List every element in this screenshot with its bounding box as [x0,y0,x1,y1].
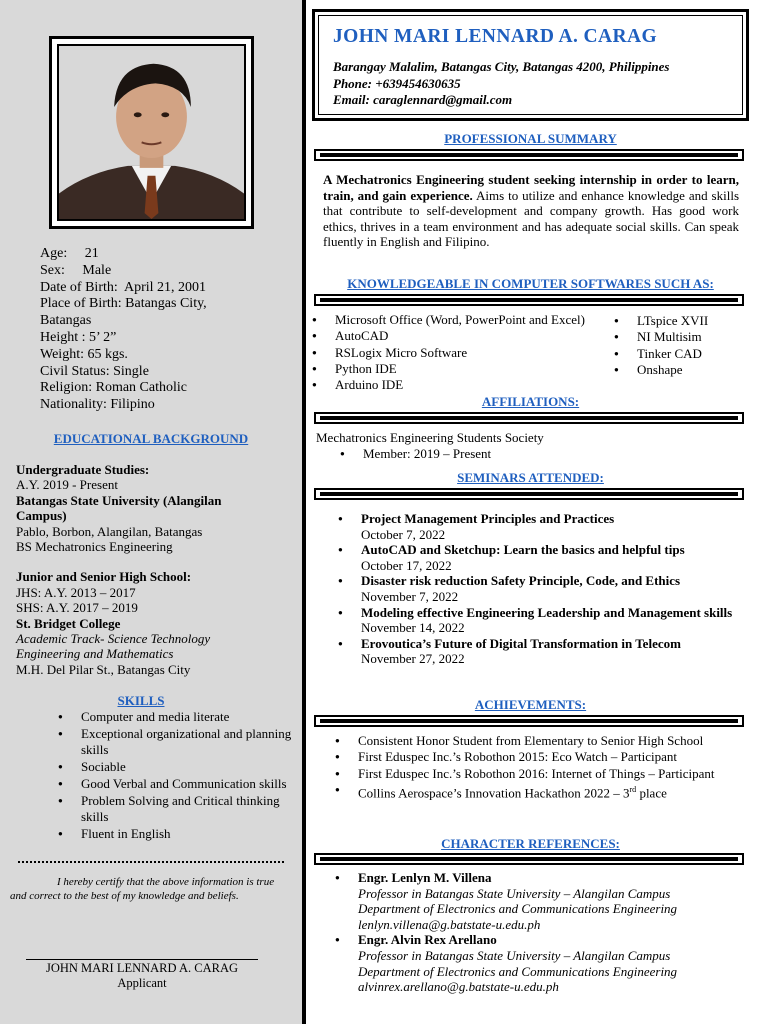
ug-year: A.Y. 2019 - Present [16,477,118,493]
ug-school-cont: Campus) [16,508,67,524]
seminars-heading: SEMINARS ATTENDED: [457,470,604,485]
achievements-heading: ACHIEVEMENTS: [474,697,587,712]
section-divider [314,488,744,500]
software-item: ● RSLogix Micro Software [312,345,585,361]
software-item: ● Microsoft Office (Word, PowerPoint and Excel) [312,312,585,328]
software-list-2 [614,313,708,378]
left-sidebar [0,0,302,1024]
sex-field: Sex: Male [40,262,112,278]
section-divider [314,412,744,424]
software-item: ● Python IDE [312,361,585,377]
summary-bold: A Mechatronics Engineering student seeking internship in order to learn, train, and gain experience. [323,172,739,203]
signature-line [26,959,258,960]
profile-photo-frame [49,36,254,229]
skill-item: ● Good Verbal and Communication skills [58,776,293,792]
hs-track: Academic Track- Science Technology [16,631,211,647]
software-item: ● LTspice XVII [614,313,708,329]
hs-label: Junior and Senior High School: [16,569,192,585]
signatory-name: JOHN MARI LENNARD A. CARAG [45,961,239,975]
phone: Phone: +639454630635 [333,75,461,91]
software-list-1 [312,312,585,393]
affiliation-membership: ● Member: 2019 – Present [340,446,491,462]
seminar-item: ● Project Management Principles and Practices October 7, 2022 [338,511,748,542]
section-divider [314,149,744,161]
hs-address: M.H. Del Pilar St., Batangas City [16,661,191,677]
age-field: Age: 21 [40,246,99,261]
achievement-item: ● Consistent Honor Student from Elementary to Senior High School [335,733,735,749]
jhs-years: JHS: A.Y. 2013 – 2017 [16,584,136,600]
seminar-item: ● Modeling effective Engineering Leadership and Management skills November 14, 2022 [338,605,748,636]
ug-school: Batangas State University (Alangilan [16,492,222,508]
signatory-role: Applicant [117,976,167,990]
pob-field-cont: Batangas [40,313,92,329]
skill-item: ● Fluent in English [58,826,293,842]
skill-item: ● Sociable [58,759,293,775]
seminar-item: ● Erovoutica’s Future of Digital Transformation in Telecom November 27, 2022 [338,636,748,667]
summary-heading: PROFESSIONAL SUMMARY [444,131,617,146]
hs-track-cont: Engineering and Mathematics [16,646,174,662]
contact-info [333,59,742,109]
software-heading: KNOWLEDGEABLE IN COMPUTER SOFTWARES SUCH AS: [347,276,714,291]
pob-field: Place of Birth: Batangas City, [40,296,207,312]
reference-item: ● Engr. Lenlyn M. Villena Professor in Batangas State University – Alangilan Campus Department of Electronics and Communications Engineering lenlyn.villena@g.batstate-u.edu.ph [335,870,745,932]
section-divider [314,853,744,865]
ug-course: BS Mechatronics Engineering [16,539,173,555]
ug-address: Pablo, Borbon, Alangilan, Batangas [16,523,203,539]
section-divider [314,715,744,727]
height-field: Height : 5’ 2” [40,329,117,345]
seminar-item: ● Disaster risk reduction Safety Principle, Code, and Ethics November 7, 2022 [338,573,748,604]
seminars-list [338,511,748,667]
software-item: ● AutoCAD [312,328,585,344]
certification-statement: I hereby certify that the above information is true and correct to the best of my knowledge and beliefs. [10,876,275,902]
profile-photo [57,44,246,221]
reference-item: ● Engr. Alvin Rex Arellano Professor in Batangas State University – Alangilan Campus Department of Electronics and Communications Engineering alvinrex.arellano@g.batstate-u.edu.ph [335,932,745,994]
profile-photo-illustration [59,46,244,219]
section-divider [314,294,744,306]
achievement-item: ● First Eduspec Inc.’s Robothon 2016: Internet of Things – Participant [335,766,735,782]
achievement-item: ● Collins Aerospace’s Innovation Hackathon 2022 – 3rd place [335,782,735,801]
achievement-item: ● First Eduspec Inc.’s Robothon 2015: Eco Watch – Participant [335,749,735,765]
education-heading: EDUCATIONAL BACKGROUND [53,431,249,446]
software-item: ● Tinker CAD [614,346,708,362]
summary-rest: Aims to utilize and enhance knowledge and skills that contribute to self-development and company growth. Has good work ethics, thrives in a team environment and has adequate social skills. Can speak fluently in English and Filipino. [323,187,740,250]
applicant-name: JOHN MARI LENNARD A. CARAG [333,26,658,47]
seminar-item: ● AutoCAD and Sketchup: Learn the basics and helpful tips October 17, 2022 [338,542,748,573]
dob-field: Date of Birth: April 21, 2001 [40,279,207,295]
affiliations-heading: AFFILIATIONS: [481,394,580,409]
achievements-list [335,733,735,802]
hs-school: St. Bridget College [16,615,121,631]
religion-field: Religion: Roman Catholic [40,380,187,396]
ug-label: Undergraduate Studies: [16,462,150,477]
software-item: ● Arduino IDE [312,377,585,393]
affiliation-org: Mechatronics Engineering Students Society [316,430,544,445]
references-list [335,870,745,995]
skills-heading: SKILLS [117,693,165,708]
weight-field: Weight: 65 kgs. [40,346,128,362]
civil-status-field: Civil Status: Single [40,363,149,379]
column-divider [302,0,306,1024]
nationality-field: Nationality: Filipino [40,397,155,413]
personal-info [40,246,295,414]
shs-years: SHS: A.Y. 2017 – 2019 [16,600,138,616]
skill-item: ● Problem Solving and Critical thinking skills [58,793,293,825]
software-item: ● Onshape [614,362,708,378]
address: Barangay Malalim, Batangas City, Batangas 4200, Philippines [333,59,670,74]
references-heading: CHARACTER REFERENCES: [441,836,620,851]
software-item: ● NI Multisim [614,329,708,345]
header-box [312,9,749,121]
skill-item: ● Exceptional organizational and planning skills [58,726,293,758]
dotted-separator [18,861,284,863]
professional-summary [323,172,739,250]
skill-item: ● Computer and media literate [58,709,293,725]
email: Email: caraglennard@gmail.com [333,92,513,107]
skills-list [58,709,293,843]
education-section [16,462,296,677]
